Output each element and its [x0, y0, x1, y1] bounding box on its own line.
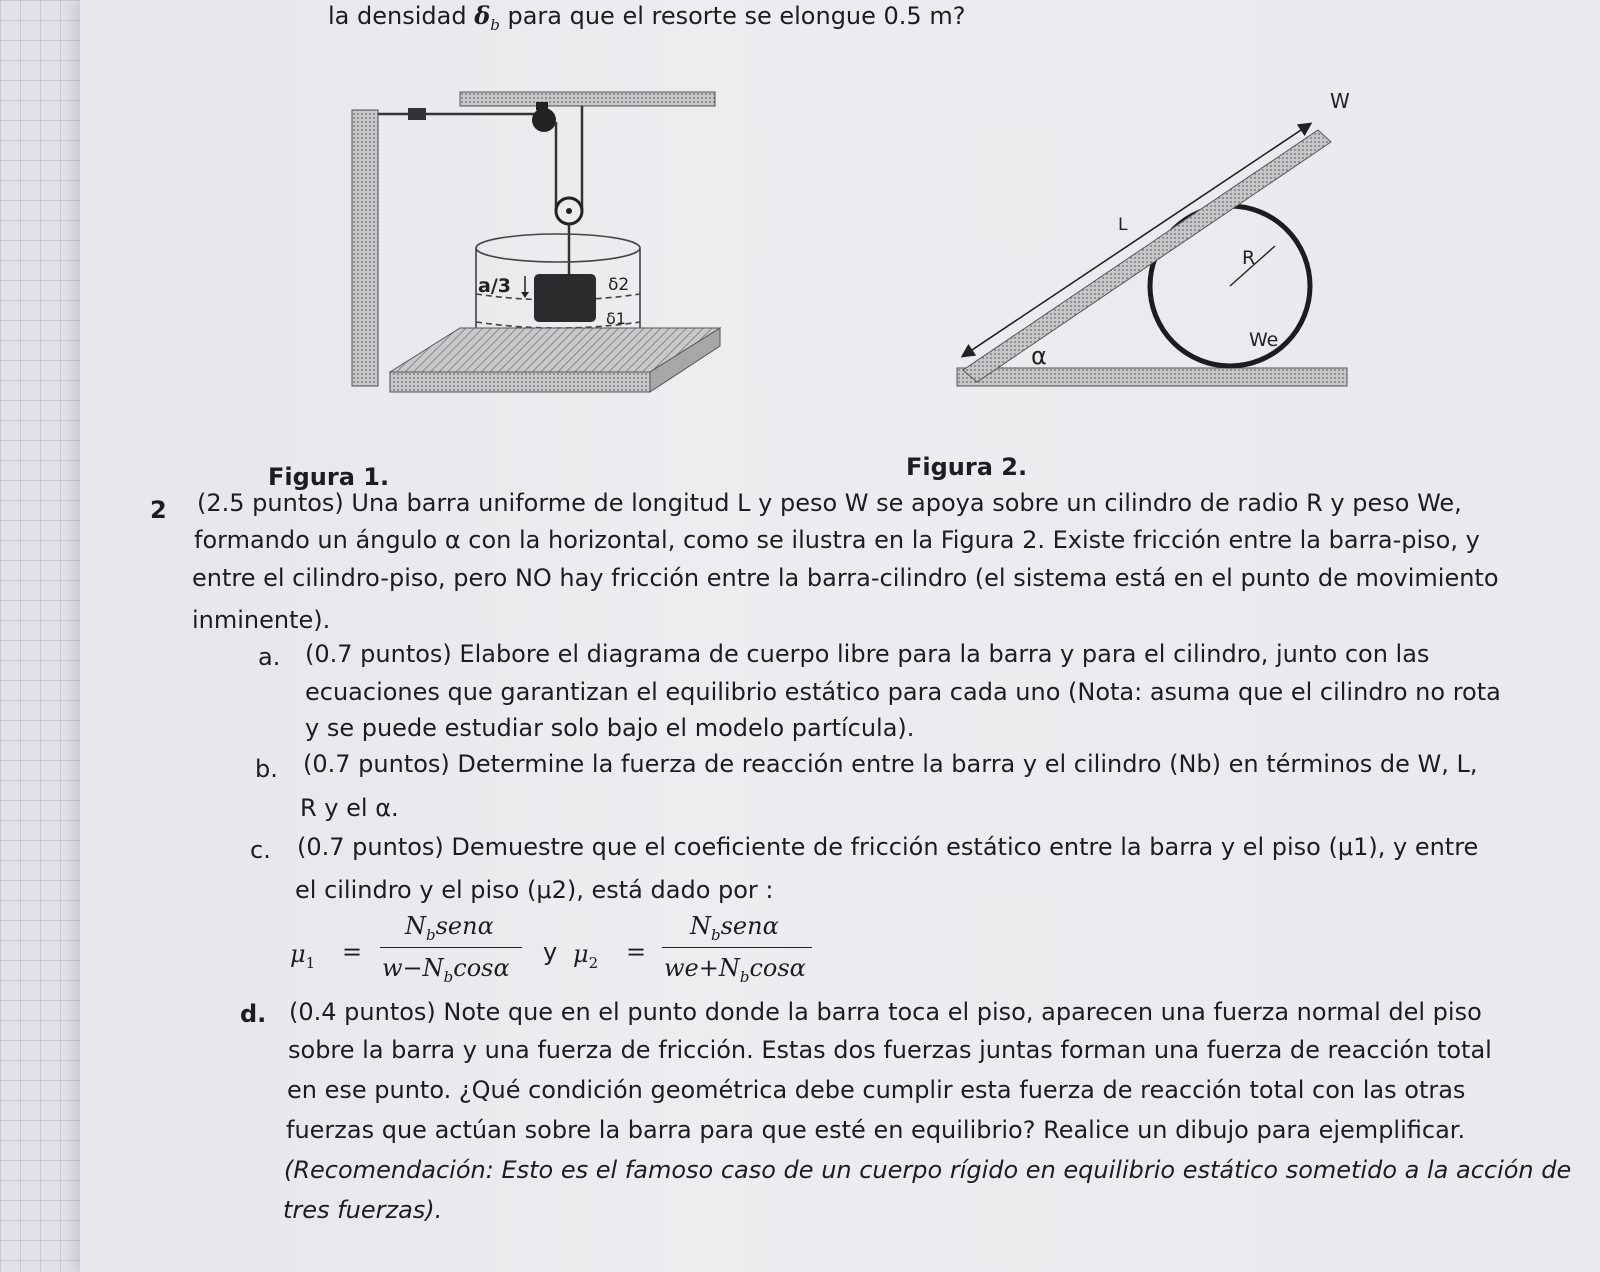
- item-b-line-2: R y el α.: [300, 794, 399, 822]
- friction-formula: [290, 912, 850, 992]
- fraction1-denominator: $w-N_b\cos\alpha$: [382, 954, 510, 986]
- mu2-symbol: $\mu_2$: [573, 940, 599, 972]
- label-alpha: α: [1031, 342, 1047, 370]
- fraction2-bar: [662, 947, 812, 948]
- floor: [957, 368, 1347, 386]
- problem-number: 2: [150, 496, 167, 524]
- label-a3: a/3: [478, 275, 511, 297]
- label-r: R: [1242, 247, 1256, 269]
- delta-subscript: b: [490, 15, 500, 34]
- item-d-line-3: en ese punto. ¿Qué condición geométrica debe cumplir esta fuerza de reacción total con las otras: [287, 1076, 1466, 1104]
- problem-line-1: (2.5 puntos) Una barra uniforme de longitud L y peso W se apoya sobre un cilindro de radio R y peso We,: [197, 489, 1462, 517]
- item-b-letter: b.: [255, 755, 278, 783]
- formula-conjunction: y: [543, 938, 558, 966]
- item-b-line-1: (0.7 puntos) Determine la fuerza de reacción entre la barra y el cilindro (Nb) en términos de W, L,: [303, 750, 1478, 778]
- item-d-line-2: sobre la barra y una fuerza de fricción. Estas dos fuerzas juntas forman una fuerza de reacción total: [288, 1036, 1492, 1064]
- mu1-symbol: $\mu_1$: [290, 940, 316, 972]
- container-rim: [476, 234, 640, 262]
- item-a-line-2: ecuaciones que garantizan el equilibrio estático para cada uno (Nota: asuma que el cilindro no rota: [305, 678, 1501, 706]
- ceiling-beam: [460, 92, 715, 106]
- item-d-line-6: tres fuerzas).: [283, 1196, 443, 1224]
- table-front: [390, 372, 650, 392]
- top-line-part1: la densidad: [328, 2, 475, 30]
- problem-line-4: inminente).: [192, 606, 331, 634]
- equals-2: =: [626, 938, 647, 966]
- fraction1-numerator: $N_bsen\alpha$: [405, 912, 494, 944]
- label-w: W: [1330, 89, 1350, 113]
- item-d-line-1: (0.4 puntos) Note que en el punto donde la barra toca el piso, aparecen una fuerza normal del piso: [289, 998, 1482, 1026]
- item-d-letter: d.: [240, 1000, 267, 1028]
- label-we: We: [1249, 329, 1279, 351]
- label-l: L: [1118, 215, 1128, 235]
- left-wall: [352, 110, 378, 386]
- fraction2-denominator: $we+N_b\cos\alpha$: [664, 954, 806, 986]
- item-a-line-1: (0.7 puntos) Elabore el diagrama de cuerpo libre para la barra y para el cilindro, junto con las: [305, 640, 1430, 668]
- figure1-caption: Figura 1.: [268, 463, 390, 491]
- item-c-line-1: (0.7 puntos) Demuestre que el coeficiente de fricción estático entre la barra y el piso (μ1), y entre: [297, 833, 1479, 861]
- fraction2-numerator: $N_bsen\alpha$: [690, 912, 779, 944]
- item-c-line-2: el cilindro y el piso (μ2), está dado por :: [295, 876, 774, 904]
- item-d-line-5: (Recomendación: Esto es el famoso caso de un cuerpo rígido en equilibrio estático sometido a la acción de: [284, 1156, 1572, 1184]
- delta-symbol: δ: [474, 1, 491, 30]
- problem-line-2: formando un ángulo α con la horizontal, como se ilustra en la Figura 2. Existe fricción entre la barra-piso, y: [194, 526, 1480, 554]
- submerged-block: [534, 274, 596, 322]
- figure1-diagram: [340, 80, 730, 410]
- label-delta1: δ1: [606, 309, 626, 328]
- item-d-line-4: fuerzas que actúan sobre la barra para que esté en equilibrio? Realice un dibujo para ejemplificar.: [286, 1116, 1466, 1144]
- figure2-diagram: [945, 80, 1355, 400]
- fraction1-bar: [380, 947, 522, 948]
- label-delta2: δ2: [608, 275, 630, 295]
- item-a-letter: a.: [258, 643, 281, 671]
- top-question-line: [328, 1, 966, 34]
- equals-1: =: [342, 938, 363, 966]
- problem-line-3: entre el cilindro-piso, pero NO hay fricción entre la barra-cilindro (el sistema está en el punto de movimiento: [192, 564, 1499, 592]
- figure2-caption: Figura 2.: [906, 453, 1028, 481]
- top-line-part2: para que el resorte se elongue 0.5 m?: [499, 2, 966, 30]
- top-pulley: [532, 108, 556, 132]
- item-c-letter: c.: [250, 836, 271, 864]
- item-a-line-3: y se puede estudiar solo bajo el modelo partícula).: [305, 714, 915, 742]
- spring-icon: [408, 108, 426, 120]
